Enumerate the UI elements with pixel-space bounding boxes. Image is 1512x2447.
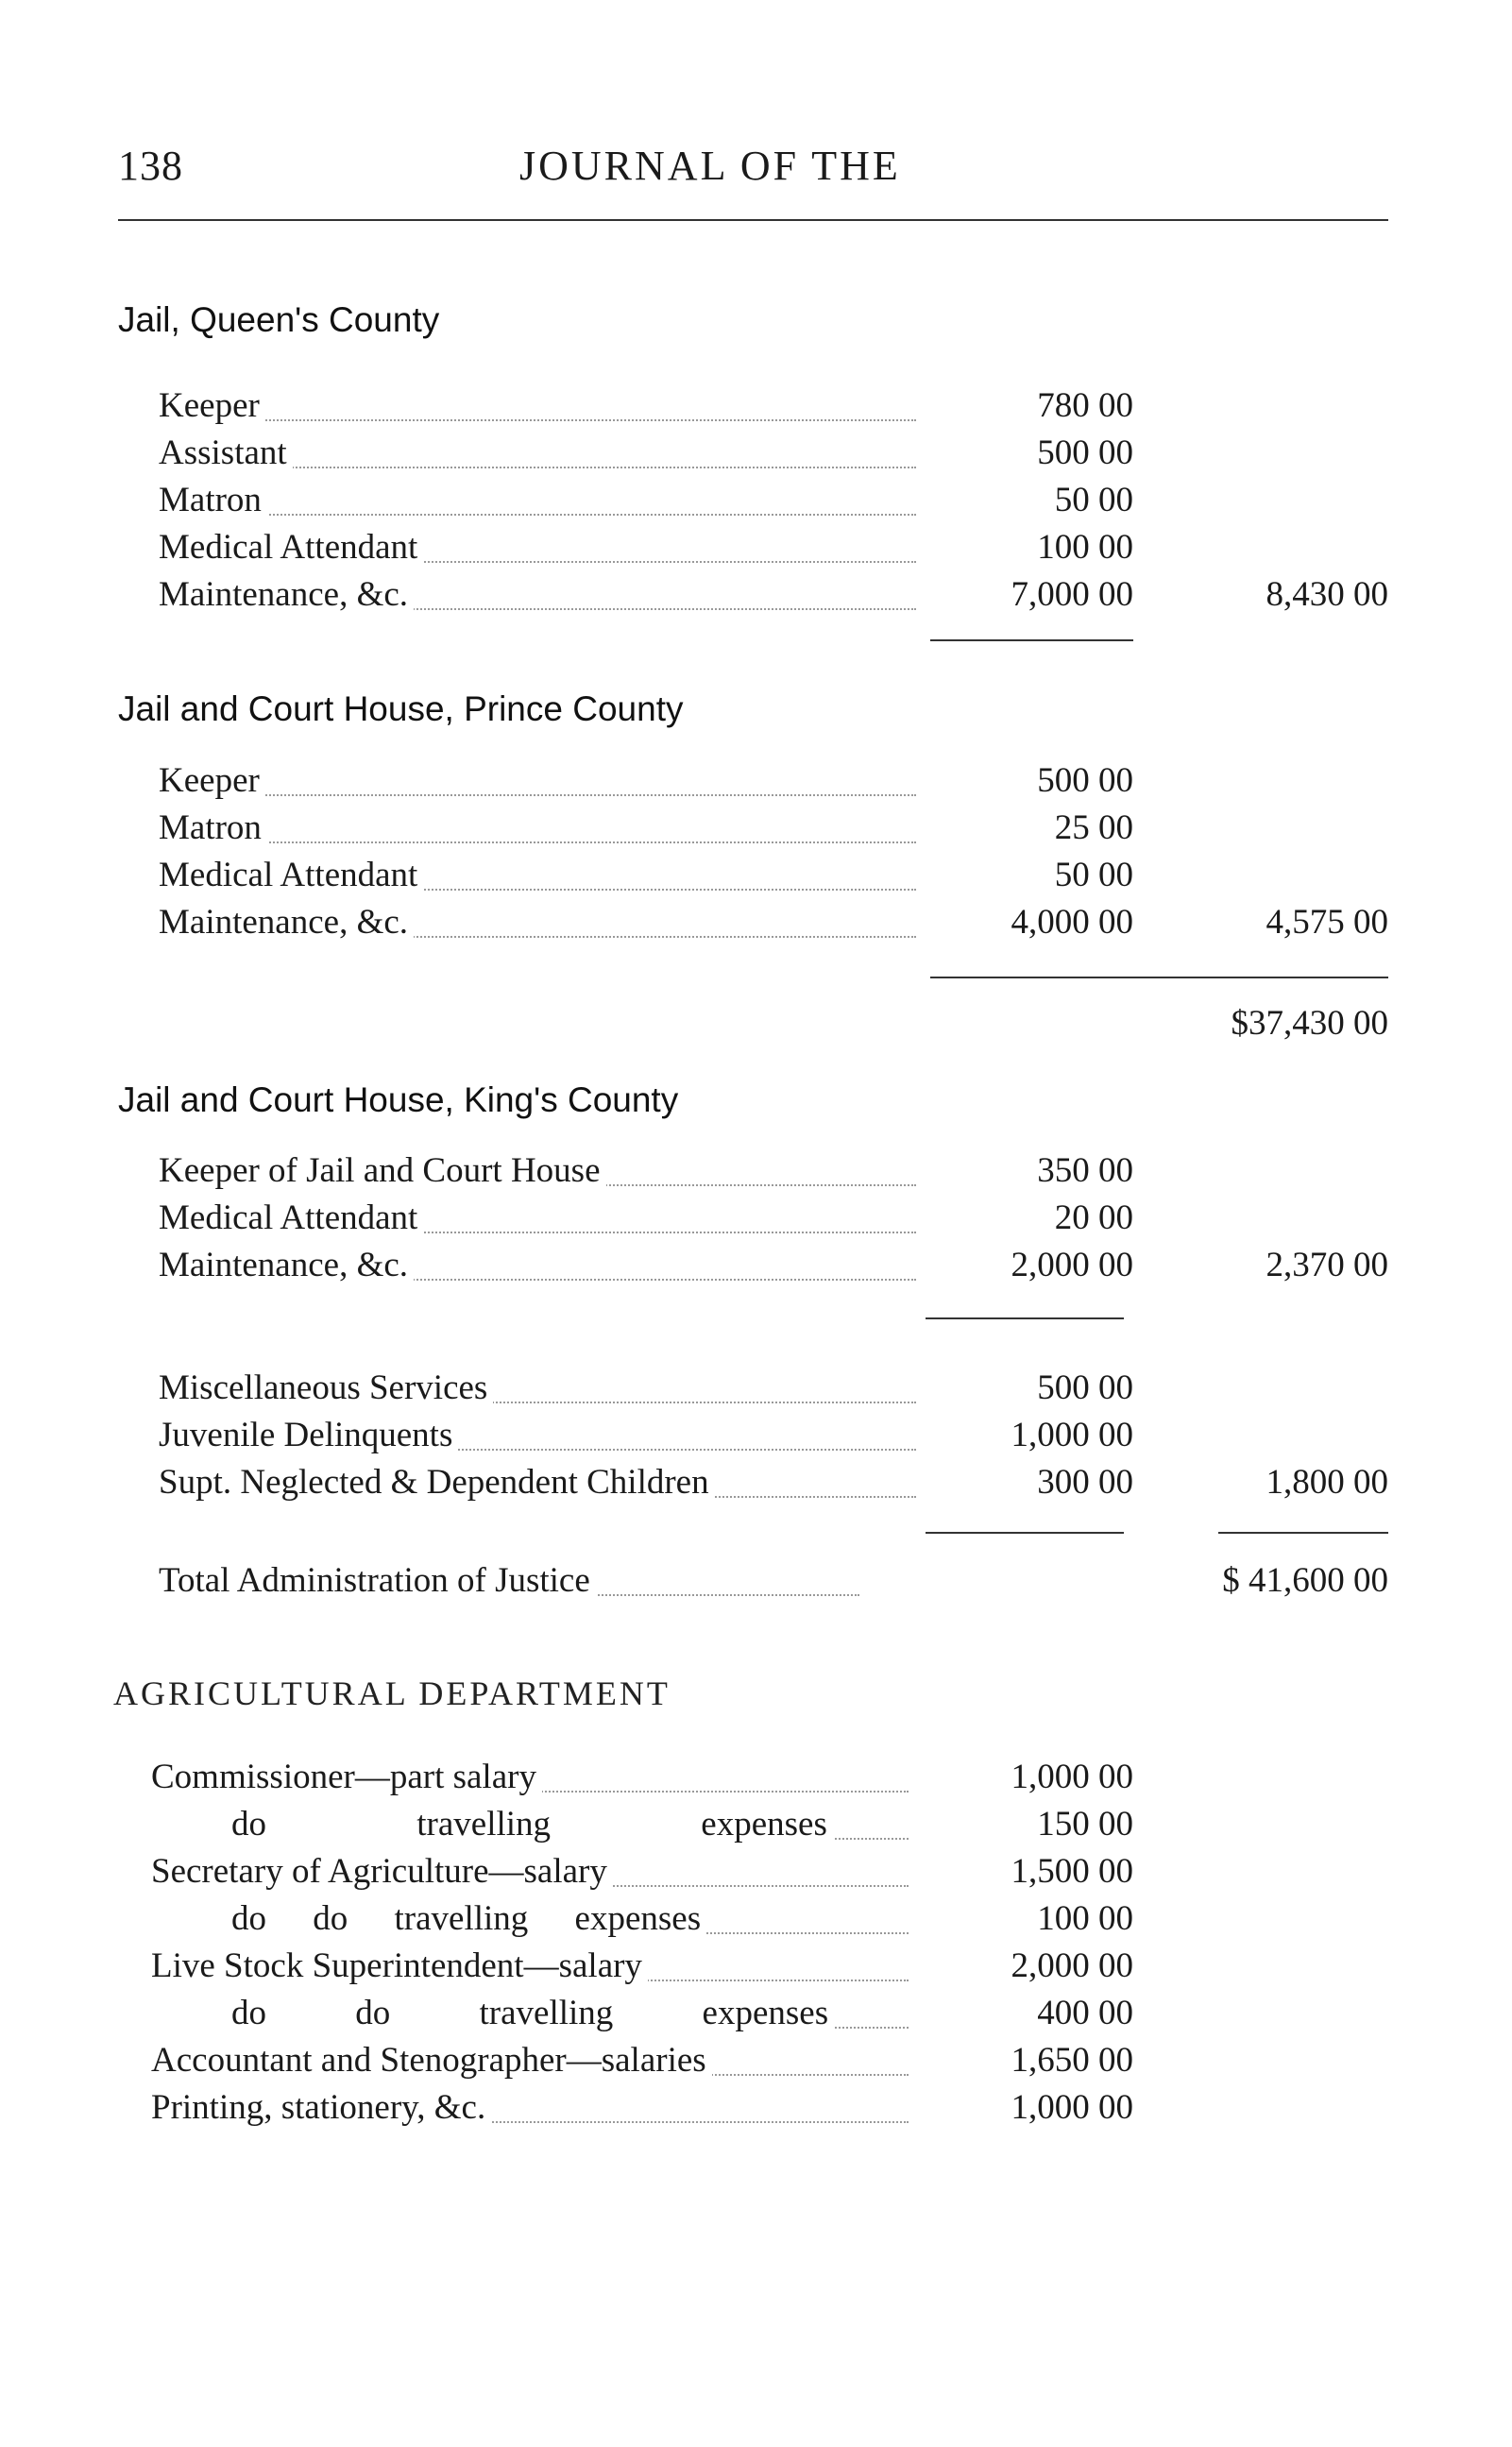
line-item-amount: 500 00 — [1037, 1368, 1133, 1407]
section-total: 2,370 00 — [1266, 1246, 1388, 1284]
dot-leader — [161, 794, 916, 796]
dot-leader — [161, 841, 916, 843]
line-item-label: Commissioner—part salary — [151, 1757, 542, 1797]
line-item-label: Maintenance, &c. — [159, 902, 414, 943]
line-item-label: Maintenance, &c. — [159, 1245, 414, 1285]
table-row — [0, 1757, 1512, 1804]
line-item-amount: 20 00 — [1054, 1198, 1133, 1237]
section-title-prince-county: Jail and Court House, Prince County — [118, 689, 684, 728]
table-row — [0, 760, 1512, 807]
header-rule — [118, 219, 1388, 221]
dot-leader — [161, 419, 916, 421]
line-item-label: do do travelling expenses — [231, 1993, 834, 2033]
page-number: 138 — [118, 143, 183, 189]
subtotal-rule — [1218, 1532, 1388, 1534]
table-row — [0, 1415, 1512, 1462]
line-item-label: Accountant and Stenographer—salaries — [151, 2040, 712, 2081]
running-total: $37,430 00 — [1231, 1004, 1388, 1043]
line-item-label: Keeper of Jail and Court House — [159, 1150, 606, 1191]
line-item-label: Keeper — [159, 385, 265, 426]
line-item-label: Matron — [159, 807, 267, 848]
line-item-amount: 500 00 — [1037, 433, 1133, 472]
justice-total-label: Total Administration of Justice — [159, 1560, 596, 1601]
section-total: 1,800 00 — [1266, 1463, 1388, 1502]
line-item-label: Medical Attendant — [159, 855, 423, 895]
line-item-amount: 4,000 00 — [1011, 903, 1133, 942]
line-item-amount: 300 00 — [1037, 1463, 1133, 1502]
table-row — [0, 1150, 1512, 1198]
table-row — [0, 2087, 1512, 2134]
page-header — [118, 142, 1388, 208]
line-item-amount: 400 00 — [1037, 1994, 1133, 2032]
table-row — [0, 2040, 1512, 2087]
subtotal-rule — [926, 1317, 1124, 1319]
subtotal-rule — [926, 1532, 1124, 1534]
line-item-label: Miscellaneous Services — [159, 1368, 493, 1408]
line-item-amount: 2,000 00 — [1011, 1946, 1133, 1985]
table-row — [0, 902, 1512, 949]
table-row — [0, 1368, 1512, 1415]
table-row — [0, 1946, 1512, 1993]
section-title-kings-county: Jail and Court House, King's County — [118, 1080, 679, 1119]
line-item-amount: 100 00 — [1037, 528, 1133, 567]
line-item-amount: 25 00 — [1054, 808, 1133, 847]
line-item-label: Juvenile Delinquents — [159, 1415, 458, 1455]
line-item-label: Printing, stationery, &c. — [151, 2087, 491, 2128]
line-item-amount: 1,650 00 — [1011, 2041, 1133, 2080]
section-title-queens-county: Jail, Queen's County — [118, 300, 440, 339]
table-row — [0, 1462, 1512, 1509]
table-row — [0, 1851, 1512, 1898]
table-row — [0, 1804, 1512, 1851]
dot-leader — [161, 514, 916, 516]
line-item-amount: 1,500 00 — [1011, 1852, 1133, 1891]
table-row — [0, 527, 1512, 574]
line-item-amount: 500 00 — [1037, 761, 1133, 800]
line-item-label: Secretary of Agriculture—salary — [151, 1851, 613, 1892]
line-item-amount: 150 00 — [1037, 1805, 1133, 1844]
line-item-amount: 1,000 00 — [1011, 2088, 1133, 2127]
line-item-label: Supt. Neglected & Dependent Children — [159, 1462, 715, 1503]
line-item-label: Medical Attendant — [159, 527, 423, 568]
line-item-label: Keeper — [159, 760, 265, 801]
table-row — [0, 385, 1512, 433]
table-row — [0, 1898, 1512, 1946]
line-item-amount: 100 00 — [1037, 1899, 1133, 1938]
line-item-label: do travelling expenses — [231, 1804, 833, 1844]
line-item-amount: 7,000 00 — [1011, 575, 1133, 614]
section-title-agricultural-department: AGRICULTURAL DEPARTMENT — [113, 1674, 671, 1712]
running-head: JOURNAL OF THE — [519, 143, 901, 189]
table-row — [0, 1993, 1512, 2040]
table-row — [0, 1198, 1512, 1245]
line-item-amount: 1,000 00 — [1011, 1758, 1133, 1796]
table-row — [0, 433, 1512, 480]
line-item-label: Maintenance, &c. — [159, 574, 414, 615]
line-item-label: do do travelling expenses — [231, 1898, 706, 1939]
line-item-label: Live Stock Superintendent—salary — [151, 1946, 648, 1986]
table-row — [0, 480, 1512, 527]
line-item-label: Medical Attendant — [159, 1198, 423, 1238]
subtotal-rule — [930, 639, 1133, 641]
table-row — [0, 1245, 1512, 1292]
line-item-amount: 2,000 00 — [1011, 1246, 1133, 1284]
line-item-amount: 350 00 — [1037, 1151, 1133, 1190]
line-item-label: Assistant — [159, 433, 293, 473]
line-item-amount: 1,000 00 — [1011, 1416, 1133, 1454]
line-item-amount: 780 00 — [1037, 386, 1133, 425]
section-total: 8,430 00 — [1266, 575, 1388, 614]
running-total-rule — [930, 977, 1388, 978]
table-row — [0, 574, 1512, 621]
justice-total-amount: $ 41,600 00 — [1222, 1561, 1388, 1600]
table-row — [0, 1560, 1512, 1607]
section-total: 4,575 00 — [1266, 903, 1388, 942]
table-row — [0, 807, 1512, 855]
line-item-amount: 50 00 — [1054, 481, 1133, 519]
table-row — [0, 855, 1512, 902]
line-item-amount: 50 00 — [1054, 856, 1133, 894]
line-item-label: Matron — [159, 480, 267, 520]
